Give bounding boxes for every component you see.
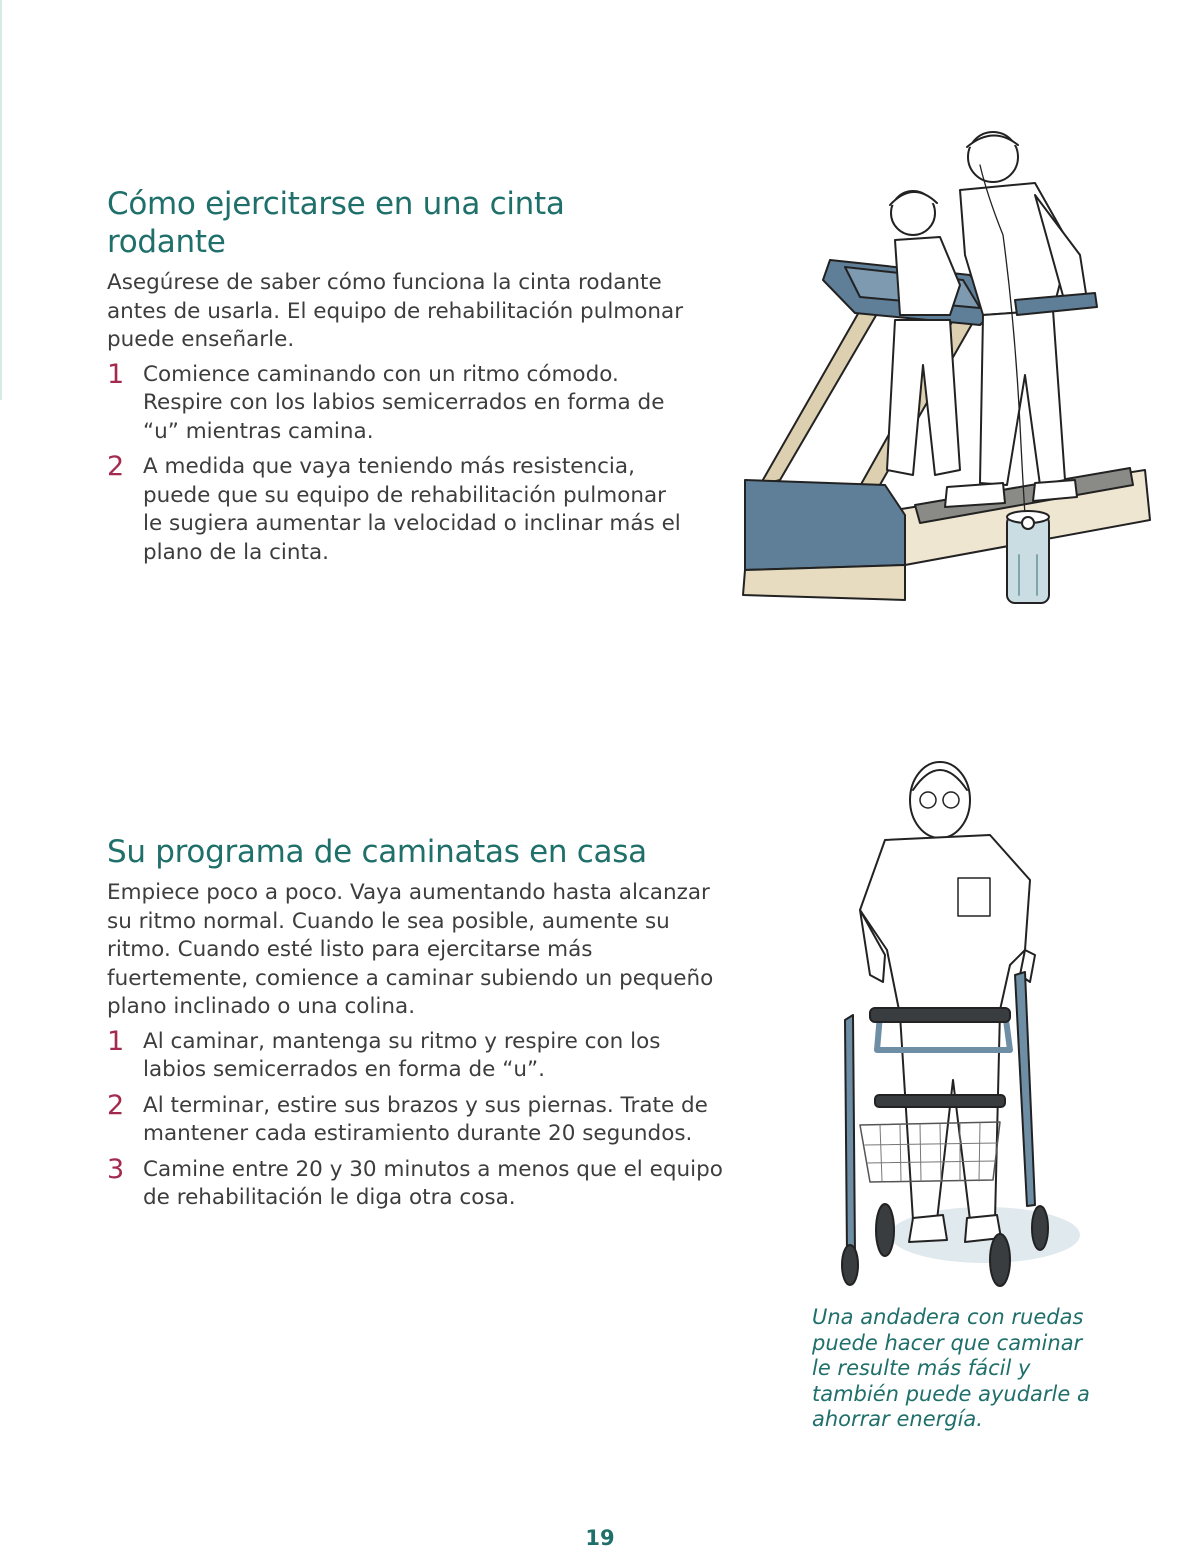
- treadmill-heading: Cómo ejercitarse en una cinta rodante: [107, 186, 565, 260]
- list-item: [107, 1153, 727, 1213]
- step-text: Comience caminando con un ritmo cómodo. Respire con los labios semicerrados en forma de “u” mientras camina.: [143, 361, 665, 444]
- treadmill-steps: [107, 358, 687, 568]
- walking-heading: Su programa de caminatas en casa: [107, 834, 647, 870]
- step-number: 2: [107, 1089, 125, 1121]
- walking-intro: Empiece poco a poco. Vaya aumentando hasta alcanzar su ritmo normal. Cuando le sea posible, aumente su ritmo. Cuando esté listo para ejercitarse más fuertemente, comience a caminar subiendo un pequeño plano inclinado o una colina.: [107, 880, 714, 1019]
- list-item: [107, 358, 687, 447]
- treadmill-section: [107, 185, 687, 574]
- page-edge-strip: [0, 0, 2, 400]
- step-text: Al terminar, estire sus brazos y sus piernas. Trate de mantener cada estiramiento durante 20 segundos.: [143, 1092, 708, 1146]
- step-text: A medida que vaya teniendo más resistencia, puede que su equipo de rehabilitación pulmonar le sugiera aumentar la velocidad o inclinar más el plano de la cinta.: [143, 454, 681, 565]
- list-item: [107, 453, 687, 567]
- step-text: Camine entre 20 y 30 minutos a menos que el equipo de rehabilitación le diga otra cosa.: [143, 1156, 723, 1210]
- treadmill-intro: Asegúrese de saber cómo funciona la cinta rodante antes de usarla. El equipo de rehabilitación pulmonar puede enseñarle.: [107, 270, 684, 352]
- step-number: 1: [107, 358, 125, 390]
- list-item: [107, 1089, 727, 1149]
- step-text: Al caminar, mantenga su ritmo y respire con los labios semicerrados en forma de “u”.: [143, 1028, 661, 1082]
- walking-steps: [107, 1025, 727, 1213]
- page-number: 19: [585, 1526, 615, 1550]
- walking-section: [107, 833, 727, 1220]
- list-item: [107, 1025, 727, 1085]
- step-number: 3: [107, 1153, 125, 1185]
- step-number: 1: [107, 1025, 125, 1057]
- walker-illustration: [825, 750, 1085, 1290]
- step-number: 2: [107, 451, 125, 482]
- treadmill-illustration: [735, 125, 1155, 610]
- walker-caption: Una andadera con ruedas puede hacer que caminar le resulte más fácil y también puede ayudarle a ahorrar energía.: [812, 1305, 1090, 1431]
